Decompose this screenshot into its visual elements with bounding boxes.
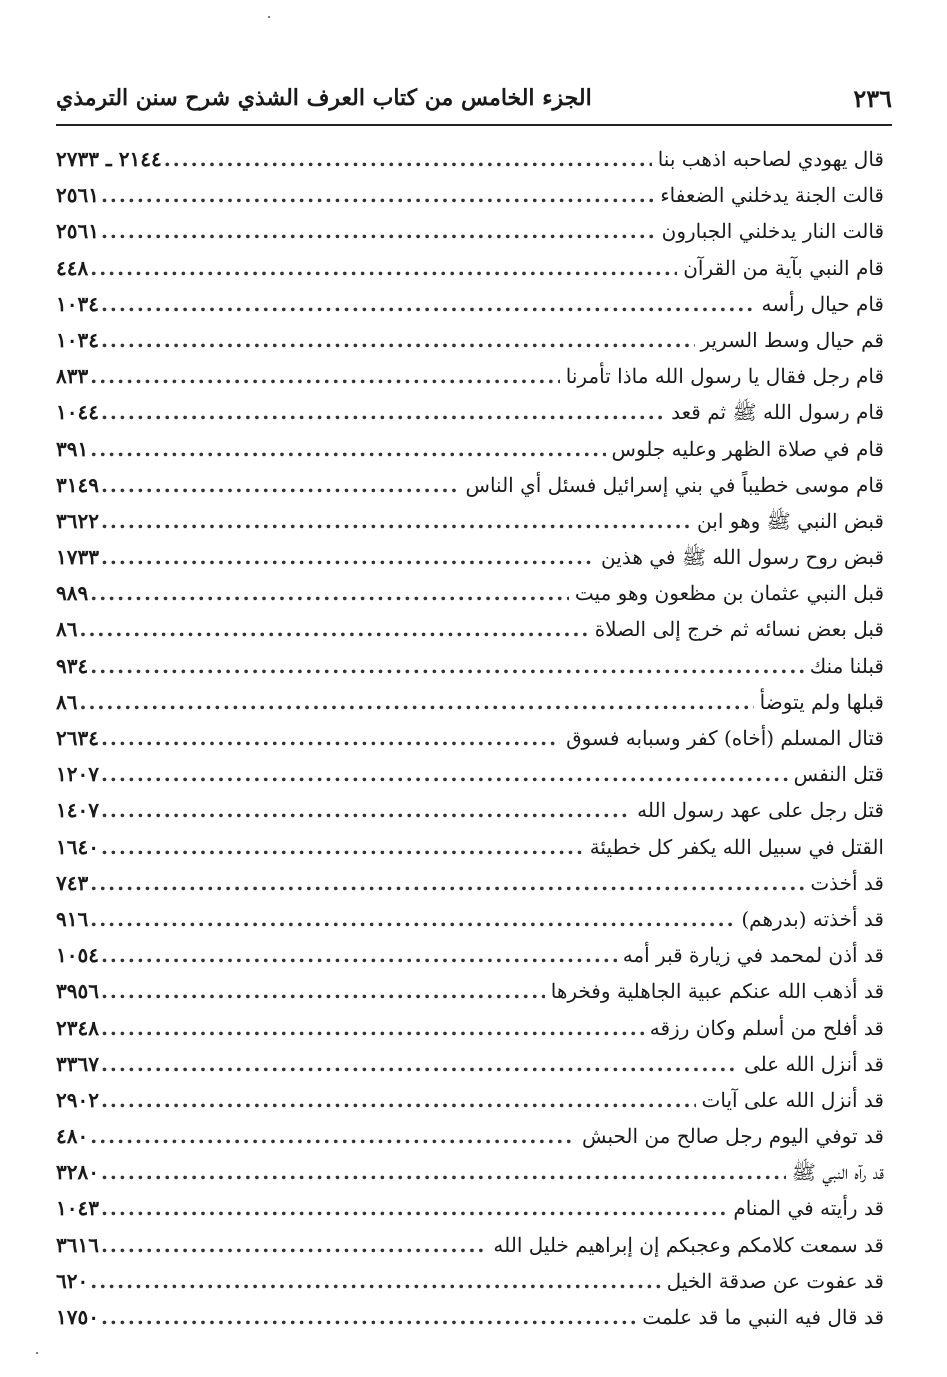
- index-entry: [56, 503, 884, 539]
- entry-label: قم حيال وسط السرير: [700, 327, 884, 352]
- entry-reference-number: ١٠٣٤: [56, 327, 99, 352]
- dot-leader: [164, 141, 652, 177]
- entry-reference-number: ٢٦٣٤: [56, 726, 99, 750]
- print-speck: [268, 16, 270, 18]
- dot-leader: [101, 394, 665, 430]
- index-entry: [56, 611, 884, 647]
- index-entry: [56, 286, 884, 322]
- entry-label: قبلها ولم يتوضأ: [759, 689, 884, 714]
- entry-label: قالت الجنة يدخلني الضعفاء: [660, 183, 884, 208]
- entry-reference-number: ٢٥٦١: [56, 183, 99, 208]
- entry-label: قام رسول الله ﷺ ثم قعد: [671, 400, 884, 425]
- index-entry: [56, 467, 884, 503]
- index-entry: [56, 648, 884, 684]
- entry-label: القتل في سبيل الله يكفر كل خطيئة: [589, 834, 884, 859]
- entry-label: قد أذهب الله عنكم عبية الجاهلية وفخرها: [550, 979, 884, 1004]
- dot-leader: [90, 250, 677, 286]
- dot-leader: [90, 1263, 660, 1299]
- index-entry: [56, 394, 884, 430]
- entry-reference-number: ٨٦: [56, 689, 78, 714]
- entry-reference-number: ٤٤٨: [56, 255, 89, 280]
- index-entry: [56, 250, 884, 286]
- entry-label: قد عفوت عن صدقة الخيل: [666, 1268, 884, 1293]
- entry-reference-number: ٣٩٥٦: [56, 979, 99, 1004]
- dot-leader: [101, 539, 595, 575]
- dot-leader: [90, 1118, 576, 1154]
- dot-leader: [90, 901, 735, 937]
- index-entry: [56, 937, 884, 973]
- entry-label: قام في صلاة الظهر وعليه جلوس: [611, 436, 884, 461]
- entry-label: قد توفي اليوم رجل صالح من الحبش: [581, 1124, 884, 1149]
- entry-reference-number: ٨٦: [56, 617, 78, 642]
- entry-label: قد أذن لمحمد في زيارة قبر أمه: [622, 943, 884, 968]
- header-divider: [56, 124, 892, 126]
- entry-label: قد قال فيه النبي ما قد علمت: [642, 1305, 884, 1329]
- entry-label: قد أنزل الله على آيات: [701, 1087, 884, 1112]
- dot-leader: [90, 865, 804, 901]
- dot-leader: [101, 756, 788, 792]
- index-entry: [56, 829, 884, 865]
- entry-label: قبلنا منك: [809, 653, 884, 678]
- dot-leader: [101, 1299, 636, 1335]
- dot-leader: [101, 829, 584, 865]
- dot-leader: [101, 1227, 487, 1263]
- entry-label: قام رجل فقال يا رسول الله ماذا تأمرنا: [565, 364, 884, 389]
- entry-reference-number: ٢٣٤٨: [56, 1015, 99, 1040]
- dot-leader: [90, 648, 803, 684]
- entry-label: قبض النبي ﷺ وهو ابن: [697, 508, 884, 533]
- entry-reference-number: ٩١٦: [56, 906, 89, 931]
- dot-leader: [101, 1010, 644, 1046]
- dot-leader: [101, 1082, 696, 1118]
- dot-leader: [90, 431, 605, 467]
- entry-label: قد رآه النبي ﷺ: [791, 1160, 884, 1185]
- entry-label: قد أخذت: [810, 870, 884, 895]
- index-entry: [56, 1118, 884, 1154]
- entry-reference-number: ١٧٥٠: [56, 1305, 99, 1329]
- entry-reference-number: ١٢٠٧: [56, 762, 99, 787]
- entry-reference-number: ٢٥٦١: [56, 219, 99, 244]
- entry-reference-number: ٤٨٠: [56, 1124, 89, 1149]
- entry-label: قتل النفس: [793, 762, 884, 787]
- index-entry: [56, 973, 884, 1009]
- entry-label: قتل رجل على عهد رسول الله: [637, 798, 884, 823]
- dot-leader: [79, 684, 753, 720]
- dot-leader: [90, 358, 559, 394]
- entry-reference-number: ١٠٤٤: [56, 400, 99, 425]
- dot-leader: [101, 973, 545, 1009]
- entry-label: قام النبي بآية من القرآن: [683, 255, 884, 280]
- index-entry: [56, 865, 884, 901]
- entry-reference-number: ٣٣٦٧: [56, 1051, 99, 1076]
- entry-reference-number: ١٧٣٣: [56, 545, 99, 570]
- dot-leader: [101, 1046, 738, 1082]
- entry-label: قتال المسلم (أخاه) كفر وسبابه فسوق: [566, 726, 884, 750]
- entry-label: قالت النار يدخلني الجبارون: [661, 219, 884, 244]
- entry-reference-number: ٨٣٣: [56, 364, 89, 389]
- index-entry: [56, 358, 884, 394]
- dot-leader: [101, 322, 695, 358]
- index-entry: [56, 720, 884, 756]
- entry-reference-number: ١٤٠٧: [56, 798, 99, 823]
- dot-leader: [101, 213, 656, 249]
- dot-leader: [101, 286, 756, 322]
- entry-label: قبل بعض نسائه ثم خرج إلى الصلاة: [594, 617, 884, 642]
- dot-leader: [101, 1190, 727, 1226]
- running-title: الجزء الخامس من كتاب العرف الشذي شرح سنن الترمذي: [56, 85, 592, 111]
- index-entry: [56, 1046, 884, 1082]
- entry-label: قام حيال رأسه: [761, 291, 884, 316]
- dot-leader: [101, 503, 691, 539]
- entry-label: قال يهودي لصاحبه اذهب بنا: [657, 147, 884, 171]
- entry-label: قد رأيته في المنام: [733, 1196, 884, 1221]
- dot-leader: [79, 611, 588, 647]
- index-entry: [56, 1299, 884, 1335]
- index-entry: [56, 1154, 884, 1190]
- dot-leader: [101, 1154, 786, 1190]
- entry-reference-number: ٦٢٠: [56, 1268, 89, 1293]
- index-entry: [56, 1190, 884, 1226]
- index-entry: [56, 213, 884, 249]
- index-entry: [56, 901, 884, 937]
- entry-label: قبل النبي عثمان بن مظعون وهو ميت: [574, 581, 884, 606]
- entry-reference-number: ٣٦١٦: [56, 1232, 99, 1257]
- entry-label: قد أخذته (بدرهم): [741, 906, 884, 931]
- index-entry: [56, 684, 884, 720]
- index-entry: [56, 792, 884, 828]
- index-entry: [56, 322, 884, 358]
- dot-leader: [101, 467, 460, 503]
- entry-reference-number: ٧٤٣: [56, 870, 89, 895]
- dot-leader: [101, 937, 617, 973]
- dot-leader: [101, 177, 654, 213]
- index-entry: [56, 1263, 884, 1299]
- index-entry: [56, 539, 884, 575]
- entry-reference-number: ١٠٤٣: [56, 1196, 99, 1221]
- entry-reference-number: ٣١٤٩: [56, 472, 99, 497]
- index-entry: [56, 431, 884, 467]
- entry-reference-number: ١٦٤٠: [56, 834, 99, 859]
- entry-label: قد أفلح من أسلم وكان رزقه: [649, 1015, 884, 1040]
- print-speck: [36, 1352, 38, 1354]
- entry-reference-number: ١٠٣٤: [56, 291, 99, 316]
- entry-reference-number: ١٠٥٤: [56, 943, 99, 968]
- dot-leader: [101, 792, 631, 828]
- entry-reference-number: ٢٩٠٢: [56, 1087, 99, 1112]
- index-entry: [56, 756, 884, 792]
- entry-label: قام موسى خطيباً في بني إسرائيل فسئل أي الناس: [465, 472, 884, 497]
- dot-leader: [101, 720, 560, 756]
- entry-reference-number: ٣٦٢٢: [56, 508, 99, 533]
- index-entry: [56, 1082, 884, 1118]
- entry-reference-number: ٩٣٤: [56, 653, 89, 678]
- page-number: ٢٣٦: [853, 83, 892, 113]
- entry-reference-number: ٢١٤٤ ـ ٢٧٣٣: [56, 147, 162, 171]
- entry-label: قد سمعت كلامكم وعجبكم إن إبراهيم خليل الله: [493, 1232, 884, 1257]
- entry-label: قد أنزل الله على: [743, 1051, 884, 1076]
- entry-reference-number: ٣٩١: [56, 436, 89, 461]
- index-list: [56, 141, 884, 1335]
- index-entry: [56, 1227, 884, 1263]
- index-entry: [56, 575, 884, 611]
- index-entry: [56, 141, 884, 177]
- entry-reference-number: ٩٨٩: [56, 581, 89, 606]
- entry-label: قبض روح رسول الله ﷺ في هذين: [601, 545, 884, 570]
- index-entry: [56, 1010, 884, 1046]
- page-header: [56, 76, 892, 120]
- index-entry: [56, 177, 884, 213]
- dot-leader: [90, 575, 569, 611]
- entry-reference-number: ٣٢٨٠: [56, 1160, 99, 1185]
